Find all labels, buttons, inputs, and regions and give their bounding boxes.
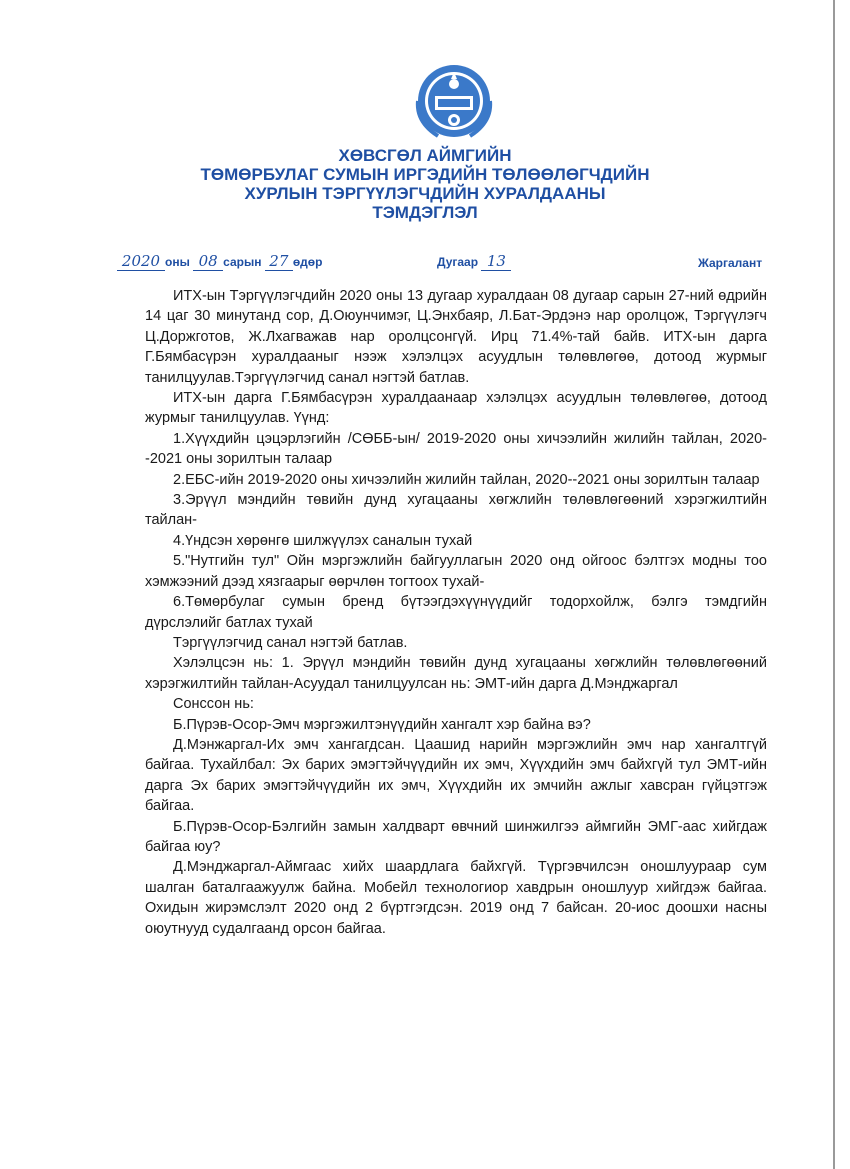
paragraph-approval: Тэргүүлэгчид санал нэгтэй батлав. <box>173 634 408 651</box>
paragraph-agenda-intro: ИТХ-ын дарга Г.Бямбасүрэн хуралдаанаар хэлэлцэх асуудлын төлөвлөгөө, дотоод журмыг танилцуулав. Үүнд: <box>145 390 767 427</box>
header-line-council: ТӨМӨРБУЛАГ СУМЫН ИРГЭДИЙН ТӨЛӨӨЛӨГЧДИЙН <box>200 165 650 184</box>
paragraph-question-2: Б.Пүрэв-Осор-Бэлгийн замын халдварт өвчний шинжилгээ аймгийн ЭМГ-аас хийгдаж байгаа юу? <box>145 818 767 855</box>
number-label: Дугаар <box>437 255 479 269</box>
paragraph-question-1: Б.Пүрэв-Осор-Эмч мэргэжилтэнүүдийн хангалт хэр байна вэ? <box>173 716 591 733</box>
paragraph-answer-1: Д.Мэнжаргал-Их эмч хангагдсан. Цаашид нарийн мэргэжлийн эмч нар хангалтгүй байгаа. Тухайлбал: Эх барих эмэгтэйчүүдийн их эмч, Хүүхдийн эмч байхгүй тул ЭМТ-ийн дарга Эх барих эмэгтэйчүүдийн их эмч, Хүүхдийн их эмчийн ажлыг хавсран гүйцэтгэж байгаа. <box>145 736 767 815</box>
agenda-item-2: 2.ЕБС-ийн 2019-2020 оны хичээлийн жилийн тайлан, 2020--2021 оны зорилтын талаар <box>173 471 760 488</box>
agenda-item-4: 4.Үндсэн хөрөнгө шилжүүлэх саналын тухай <box>173 532 473 549</box>
agenda-item-6: 6.Төмөрбулаг сумын бренд бүтээгдэхүүнүүдийг тодорхойлж, бэлгэ тэмдгийн дүрслэлийг батлах тухай <box>145 594 767 631</box>
header-line-presidium: ХУРЛЫН ТЭРГҮҮЛЭГЧДИЙН ХУРАЛДААНЫ <box>244 184 606 203</box>
date-month: 08 <box>193 252 223 271</box>
agenda-item-1: 1.Хүүхдийн цэцэрлэгийн /СӨББ-ын/ 2019-2020 оны хичээлийн жилийн тайлан, 2020--2021 оны зорилтын талаар <box>145 430 767 468</box>
date-year-suffix: оны <box>165 255 190 269</box>
date-month-suffix: сарын <box>223 255 262 269</box>
agenda-item-3: 3.Эрүүл мэндийн төвийн дунд хугацааны хөгжлийн төлөвлөгөөний хэрэгжилтийн тайлан- <box>145 492 767 529</box>
header-line-province: ХӨВСГӨЛ АЙМГИЙН <box>338 146 512 165</box>
number-value: 13 <box>481 252 511 271</box>
paragraph-discussed: Хэлэлцсэн нь: 1. Эрүүл мэндийн төвийн дунд хугацааны хөгжлийн төлөвлөгөөний хэрэгжилтийн тайлан-Асуудал танилцуулсан нь: ЭМТ-ийн дарга Д.Мэнджаргал <box>145 655 767 692</box>
document-body <box>145 286 767 939</box>
document-place: Жаргалант <box>698 256 763 270</box>
agenda-item-5: 5."Нутгийн тул" Ойн мэргэжлийн байгууллагын 2020 онд ойгоос бэлтгэх модны тоо хэмжээний дээд хязгаарыг өөрчлөн тогтоох тухай- <box>145 553 767 590</box>
document-header <box>0 146 850 222</box>
meeting-date <box>117 252 322 271</box>
date-day: 27 <box>265 252 293 271</box>
date-day-suffix: өдөр <box>292 255 323 269</box>
document-number <box>437 252 511 271</box>
paragraph-attendance: ИТХ-ын Тэргүүлэгчдийн 2020 оны 13 дугаар хуралдаан 08 дугаар сарын 27-ний өдрийн 14 цаг 30 минутанд сор, Д.Оюунчимэг, Ц.Энхбаяр, Л.Бат-Эрдэнэ нар оролцож, Тэргүүлэгч Ц.Доржготов, Ж.Лхагважав нар оролцсонгүй. Ирц 71.4%-тай байв. ИТХ-ын дарга Г.Бямбасүрэн хуралдааныг нээж хэлэлцэх асуудлын төлөвлөгөө, дотоод журмыг танилцуулав.Тэргүүлэгчид санал нэгтэй батлав. <box>145 288 767 386</box>
soyombo-emblem-icon <box>408 62 500 140</box>
paragraph-heard: Сонссон нь: <box>173 696 254 713</box>
date-year: 2020 <box>117 252 165 271</box>
header-line-minutes: ТЭМДЭГЛЭЛ <box>372 203 478 222</box>
document-meta <box>0 252 850 276</box>
paragraph-answer-2: Д.Мэнджаргал-Аймгаас хийх шаардлага байхгүй. Түргэвчилсэн оношлуураар сум шалган баталгаажуулж байна. Мобейл технологиор хавдрын оношлуур хийгдэж байгаа. Охидын жирэмслэлт 2020 онд 2 бүртгэгдсэн. 2019 онд 7 байсан. 20-иос доошхи насны оюутнууд судалгаанд орсон байгаа. <box>145 859 767 937</box>
